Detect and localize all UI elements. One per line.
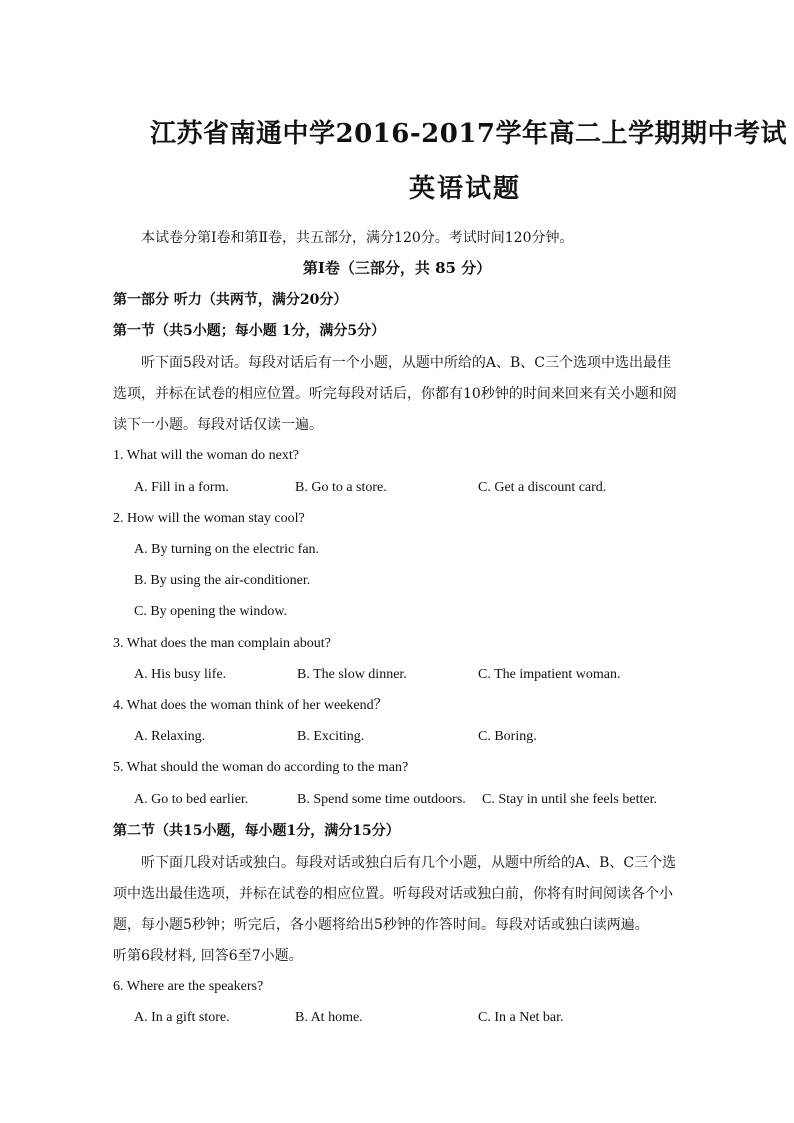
exam-subtitle (0, 168, 794, 205)
section2-instruction-line-3: 题，每小题5秒钟；听完后，各小题将给出5秒钟的作答时间。每段对话或独白读两遍。 (113, 917, 649, 933)
q4-option-a: A. Relaxing. (134, 729, 206, 744)
q2-option-b: B. By using the air-conditioner. (134, 573, 311, 588)
q2-option-a: A. By turning on the electric fan. (134, 542, 320, 557)
part1-heading: 第一部分 听力（共两节，满分20分） (113, 292, 348, 308)
q4-option-b: B. Exciting. (297, 729, 365, 744)
section1-instruction-line-2: 选项，并标在试卷的相应位置。听完每段对话后，你都有10秒钟的时间来回来有关小题和阅 (113, 386, 677, 402)
q5-option-b: B. Spend some time outdoors. (297, 792, 466, 807)
exam-intro: 本试卷分第Ⅰ卷和第Ⅱ卷，共五部分，满分120分。考试时间120分钟。 (141, 230, 574, 246)
q3-option-b: B. The slow dinner. (297, 667, 407, 682)
section2-heading: 第二节（共15小题，每小题1分，满分15分） (113, 823, 400, 839)
q5-option-a: A. Go to bed earlier. (134, 792, 249, 807)
section1-heading: 第一节（共5小题；每小题 1分，满分5分） (113, 323, 386, 339)
q4-option-c: C. Boring. (478, 729, 537, 744)
section1-instruction-full: 听下面5段对话。每段对话后有一个小题，从题中所给的A、B、C三个选项中选出最佳选项，并标在试卷的相应位置。听完每段对话后，你都有10秒钟的时间来回来有关小题和阅读下一小题。每段对话仅读一遍。 (113, 1099, 207, 1100)
question-1: 1. What will the woman do next? (113, 448, 299, 463)
q1-option-a: A. Fill in a form. (134, 480, 229, 495)
q5-option-c: C. Stay in until she feels better. (482, 792, 657, 807)
q6-option-c: C. In a Net bar. (478, 1010, 564, 1025)
q6-option-b: B. At home. (295, 1010, 363, 1025)
exam-title: 江苏省南通中学2016-2017学年高二上学期期中考试 (150, 119, 788, 149)
section1-instruction-line-3: 读下一小题。每段对话仅读一遍。 (113, 417, 323, 433)
section1-instruction-line-1: 听下面5段对话。每段对话后有一个小题，从题中所给的A、B、C三个选项中选出最佳 (141, 355, 672, 371)
q6-option-a: A. In a gift store. (134, 1010, 230, 1025)
section2-instruction-line-1: 听下面几段对话或独白。每段对话或独白后有几个小题，从题中所给的A、B、C三个选 (141, 855, 677, 871)
question-4: 4. What does the woman think of her weekend？ (113, 698, 388, 713)
question-6: 6. Where are the speakers? (113, 979, 264, 994)
exam-subtitle-text: 英语试题 (408, 174, 521, 204)
q2-option-c: C. By opening the window. (134, 604, 288, 619)
q1-option-c: C. Get a discount card. (478, 480, 607, 495)
q1-option-b: B. Go to a store. (295, 480, 387, 495)
section2-instruction-line-2: 项中选出最佳选项，并标在试卷的相应位置。听每段对话或独白前，你将有时间阅读各个小 (113, 886, 673, 902)
q3-option-c: C. The impatient woman. (478, 667, 621, 682)
question-5: 5. What should the woman do according to the man? (113, 760, 409, 775)
question-3: 3. What does the man complain about? (113, 636, 331, 651)
material-note: 听第6段材料, 回答6至7小题。 (113, 948, 303, 964)
q3-option-a: A. His busy life. (134, 667, 227, 682)
volume-heading: 第Ⅰ卷（三部分，共 85 分） (302, 259, 492, 277)
question-2: 2. How will the woman stay cool? (113, 511, 305, 526)
